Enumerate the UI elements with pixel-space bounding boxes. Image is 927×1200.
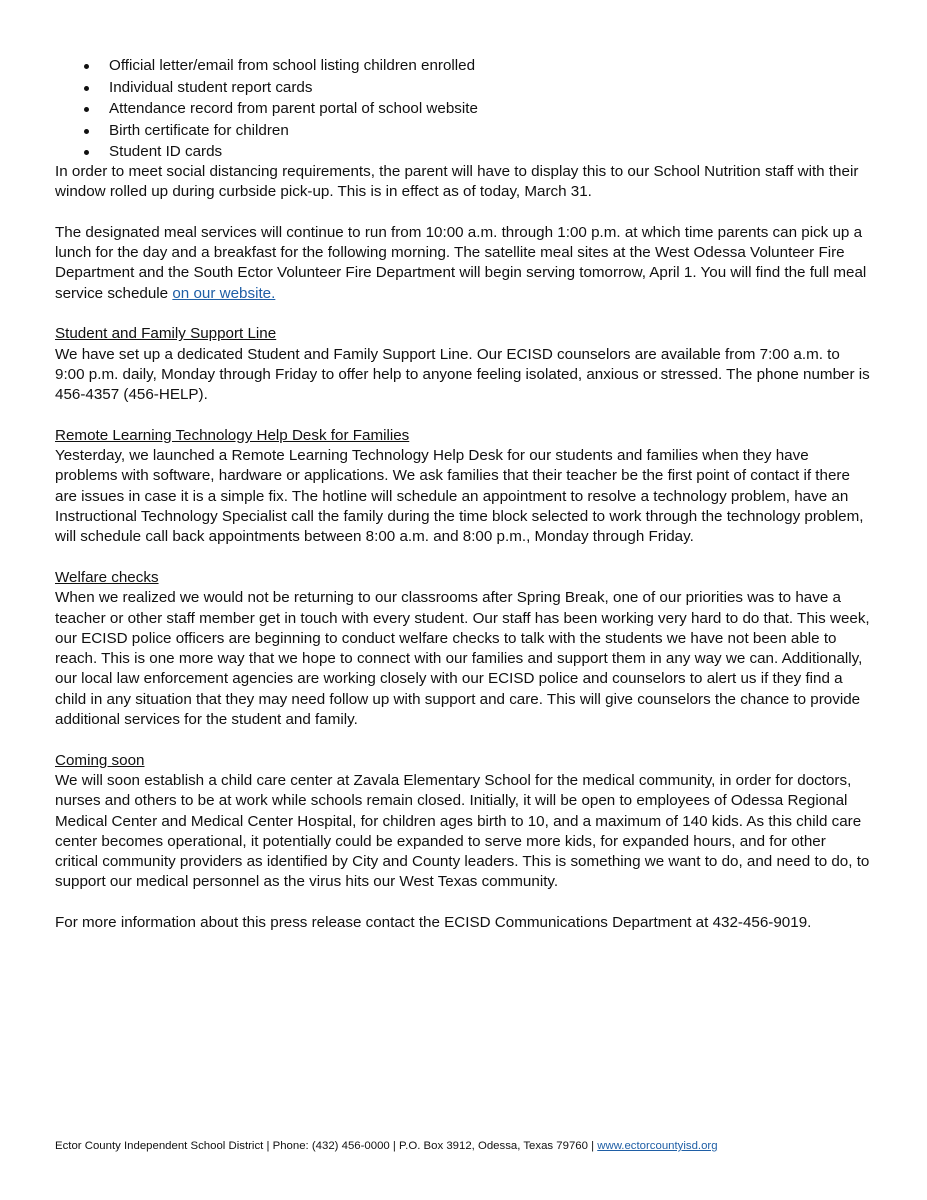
meal-services-paragraph: The designated meal services will continue to run from 10:00 a.m. through 1:00 p.m. at which time parents can pick up a lunch for the day and a breakfast for the following morning. The satellite meal sites at the West Odessa Volunteer Fire Department and the South Ector Volunteer Fire Department will begin serving tomorrow, April 1. You will find the full meal service schedule on our website. [55, 223, 867, 302]
coming-soon-heading: Coming soon [55, 751, 145, 769]
list-item: Student ID cards [109, 142, 870, 162]
support-line-heading: Student and Family Support Line [55, 325, 277, 343]
social-distancing-paragraph: In order to meet social distancing requirements, the parent will have to display this to our School Nutrition staff with their window rolled up during curbside pick-up. This is in effect as of today, March 31. [55, 163, 859, 201]
meal-schedule-link[interactable]: on our website. [172, 284, 276, 302]
support-line-paragraph: We have set up a dedicated Student and Family Support Line. Our ECISD counselors are available from 7:00 a.m. to 9:00 p.m. daily, Monday through Friday to offer help to anyone feeling isolated, anxious or stressed. The phone number is 456-4357 (456-HELP). [55, 345, 870, 404]
bullet-icon [84, 150, 89, 155]
document-body [55, 56, 870, 933]
bullet-icon [84, 129, 89, 134]
contact-paragraph: For more information about this press release contact the ECISD Communications Department at 432-456-9019. [55, 913, 812, 931]
list-item: Official letter/email from school listing children enrolled [109, 56, 870, 78]
bullet-icon [84, 107, 89, 112]
footer-text: Ector County Independent School District | Phone: (432) 456-0000 | P.O. Box 3912, Odessa, Texas 79760 | [55, 1140, 598, 1152]
coming-soon-paragraph: We will soon establish a child care center at Zavala Elementary School for the medical community, in order for doctors, nurses and others to be at work while schools remain closed. Initially, it will be open to employees of Odessa Regional Medical Center and Medical Center Hospital, for children ages birth to 10, and a maximum of 140 kids. As this child care center becomes operational, it potentially could be expanded to serve more kids, for expanded hours, and for other critical community providers as identified by City and County leaders. This is something we want to do, and need to do, to support our medical personnel as the virus hits our West Texas community. [55, 771, 870, 891]
welfare-checks-heading: Welfare checks [55, 568, 159, 586]
footer-website-link[interactable]: www.ectorcountyisd.org [597, 1140, 718, 1152]
help-desk-heading: Remote Learning Technology Help Desk for Families [55, 426, 410, 444]
help-desk-paragraph: Yesterday, we launched a Remote Learning Technology Help Desk for our students and families when they have problems with software, hardware or applications. We ask families that their teacher be the first point of contact if there are issues in case it is a simple fix. The hotline will schedule an appointment to resolve a technology problem, have an Instructional Technology Specialist call the family during the time block selected to work through the technology problem, will schedule call back appointments between 8:00 a.m. and 8:00 p.m., Monday through Friday. [55, 447, 864, 546]
list-item: Attendance record from parent portal of school website [109, 99, 870, 121]
page-footer [55, 1139, 870, 1153]
list-item: Individual student report cards [109, 78, 870, 100]
required-documents-list [55, 56, 870, 162]
welfare-checks-paragraph: When we realized we would not be returning to our classrooms after Spring Break, one of our priorities was to have a teacher or other staff member get in touch with every student. Our staff has been working very hard to do that. This week, our ECISD police officers are beginning to conduct welfare checks to talk with the students we have not been able to reach. This is one more way that we hope to connect with our families and support them in any way we can. Additionally, our local law enforcement agencies are working closely with our ECISD police and counselors to alert us if they find a child in any situation that they may need follow up with support and care. This will give counselors the chance to provide additional services for the student and family. [55, 589, 870, 729]
list-item: Birth certificate for children [109, 121, 870, 143]
bullet-icon [84, 86, 89, 91]
bullet-icon [84, 64, 89, 69]
